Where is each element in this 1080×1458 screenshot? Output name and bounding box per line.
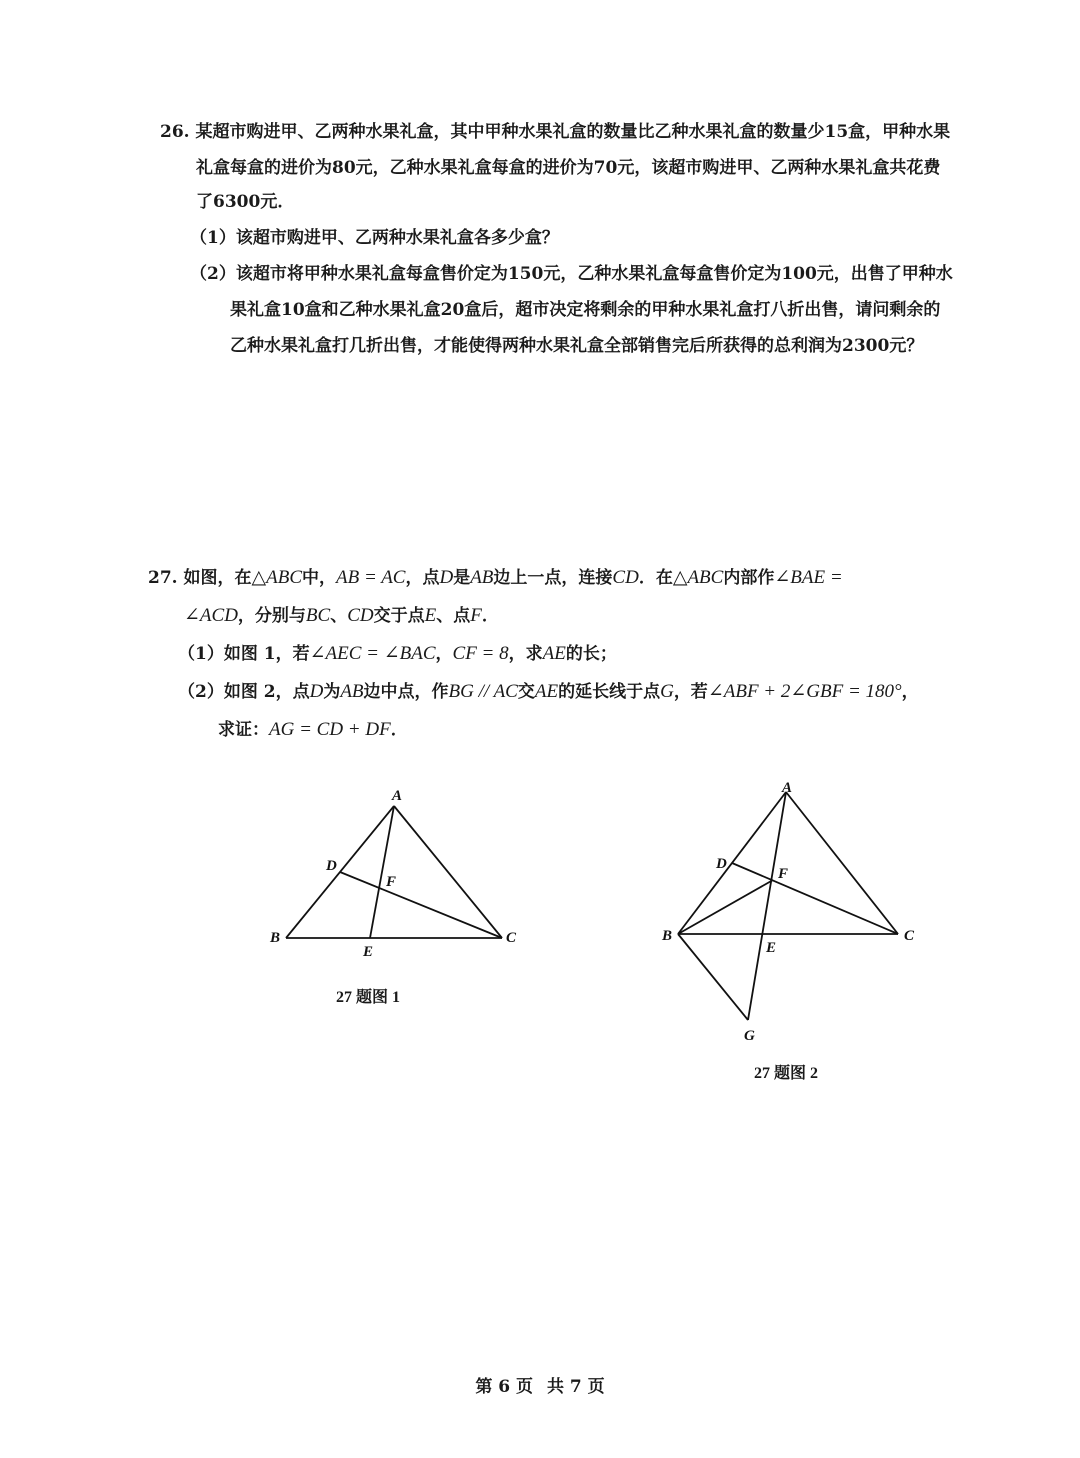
q27-text: 是 [453, 568, 471, 588]
q27-text: 的长； [565, 644, 617, 664]
fig1-label-e: E [363, 944, 374, 960]
fig1-label-c: C [506, 930, 517, 946]
fig2-segment-ag [748, 792, 789, 1020]
q27-math: BC [305, 605, 331, 626]
q26-line2: 礼盒每盒的进价为80元，乙种水果礼盒每盒的进价为70元，该超市购进甲、乙两种水果礼盒共花费 [196, 158, 941, 178]
q27-text: （2）如图 2，点 [178, 682, 310, 702]
fig2-label-c: C [904, 928, 915, 944]
q27-math: CF = 8 [452, 643, 509, 664]
q27-text: 交 [517, 682, 535, 702]
page-footer [0, 1372, 1080, 1397]
q27-math: D [439, 567, 454, 588]
q27-math: AB = AC [336, 567, 406, 588]
q27-math: F [470, 605, 482, 626]
q27-line2 [184, 604, 499, 628]
fig2-segment-bf [678, 880, 773, 934]
figure2-caption: 27 题图 2 [754, 1065, 819, 1082]
fig1-label-d: D [326, 858, 337, 874]
q27-math: △ABC [251, 567, 302, 588]
fig1-segment-cd [340, 872, 502, 938]
q27-math: AB [470, 567, 494, 588]
q27-text: 的延长线于点 [558, 682, 661, 702]
q27-number: 27. [148, 568, 178, 588]
q26-part2-line3: 乙种水果礼盒打几折出售，才能使得两种水果礼盒全部销售完后所获得的总利润为2300元？ [230, 336, 924, 356]
q27-math: G [660, 681, 674, 702]
q27-line1 [148, 566, 843, 590]
q27-math: BG // AC [448, 681, 518, 702]
q27-text: ，若 [673, 682, 708, 702]
q27-text: ， [901, 682, 919, 702]
fig2-segment-cd [732, 863, 898, 934]
q27-part1 [178, 642, 617, 666]
q27-math: ∠AEC = ∠BAC [309, 643, 436, 664]
q27-text: （1）如图 1，若 [178, 644, 310, 664]
q27-text: 为 [323, 682, 341, 702]
q26-part2-line1: （2）该超市将甲种水果礼盒每盒售价定为150元，乙种水果礼盒每盒售价定为100元，出售了甲种水 [190, 264, 953, 284]
q27-text: 、点 [436, 606, 471, 626]
q27-math: CD [347, 605, 374, 626]
fig2-label-f: F [778, 866, 789, 882]
q27-text: ，分别与 [237, 606, 306, 626]
q27-math: CD [612, 567, 639, 588]
fig1-segment-ae [370, 806, 397, 938]
fig1-segment-ac [394, 806, 502, 938]
q27-math: △ABC [672, 567, 724, 588]
q27-math: ∠BAE = [774, 567, 843, 588]
fig1-label-f: F [386, 874, 397, 890]
q27-part2 [178, 680, 919, 704]
fig2-segment-ac [786, 792, 898, 934]
q26-line3: 了6300元． [196, 192, 295, 212]
q26-text-line1: 某超市购进甲、乙两种水果礼盒，其中甲种水果礼盒的数量比乙种水果礼盒的数量少15盒，甲种水果 [195, 122, 951, 142]
fig1-label-b: B [270, 930, 281, 946]
footer-page-number: 第 6 页 [475, 1377, 534, 1397]
figure2-diagram [650, 770, 930, 1050]
footer-total-pages: 共 7 页 [546, 1377, 605, 1397]
q27-text: 、 [330, 606, 348, 626]
fig2-label-g: G [744, 1028, 755, 1044]
fig2-label-a: A [782, 780, 793, 796]
fig2-label-e: E [766, 940, 777, 956]
q27-text: 边上一点，连接 [493, 568, 613, 588]
q27-math: AE [534, 681, 559, 702]
q27-part2-proof [218, 718, 408, 742]
fig2-segment-bg [678, 934, 748, 1020]
q27-math: ∠ABF + 2∠GBF = 180° [707, 681, 902, 702]
q27-text: ， [435, 644, 453, 664]
q27-math: AB [340, 681, 364, 702]
q26-number: 26. [160, 122, 190, 142]
q27-text: 交于点 [373, 606, 425, 626]
q27-math: AG = CD + DF [269, 719, 391, 740]
q27-text: 如图，在 [183, 568, 252, 588]
q27-math: AE [542, 643, 566, 664]
q27-math: ∠ACD [184, 605, 238, 626]
q27-math: D [309, 681, 324, 702]
q27-text: 求证： [218, 720, 269, 740]
figure1-caption: 27 题图 1 [336, 989, 401, 1006]
fig1-label-a: A [392, 788, 403, 804]
q27-text: 中， [302, 568, 336, 588]
q27-text: ．在 [638, 568, 673, 588]
fig2-label-b: B [662, 928, 673, 944]
q27-text: ，求 [508, 644, 543, 664]
q26-line1 [160, 120, 950, 144]
q27-text: ，点 [405, 568, 440, 588]
q26-part2-line2: 果礼盒10盒和乙种水果礼盒20盒后，超市决定将剩余的甲种水果礼盒打八折出售，请问剩余的 [230, 300, 941, 320]
q27-text: ． [481, 606, 499, 626]
q27-text: 边中点，作 [363, 682, 449, 702]
q27-text: 内部作 [723, 568, 775, 588]
q27-text: ． [390, 720, 408, 740]
fig2-label-d: D [716, 856, 727, 872]
q27-math: E [424, 605, 437, 626]
figure1-diagram [260, 780, 540, 970]
q26-part1: （1）该超市购进甲、乙两种水果礼盒各多少盒？ [190, 228, 559, 248]
